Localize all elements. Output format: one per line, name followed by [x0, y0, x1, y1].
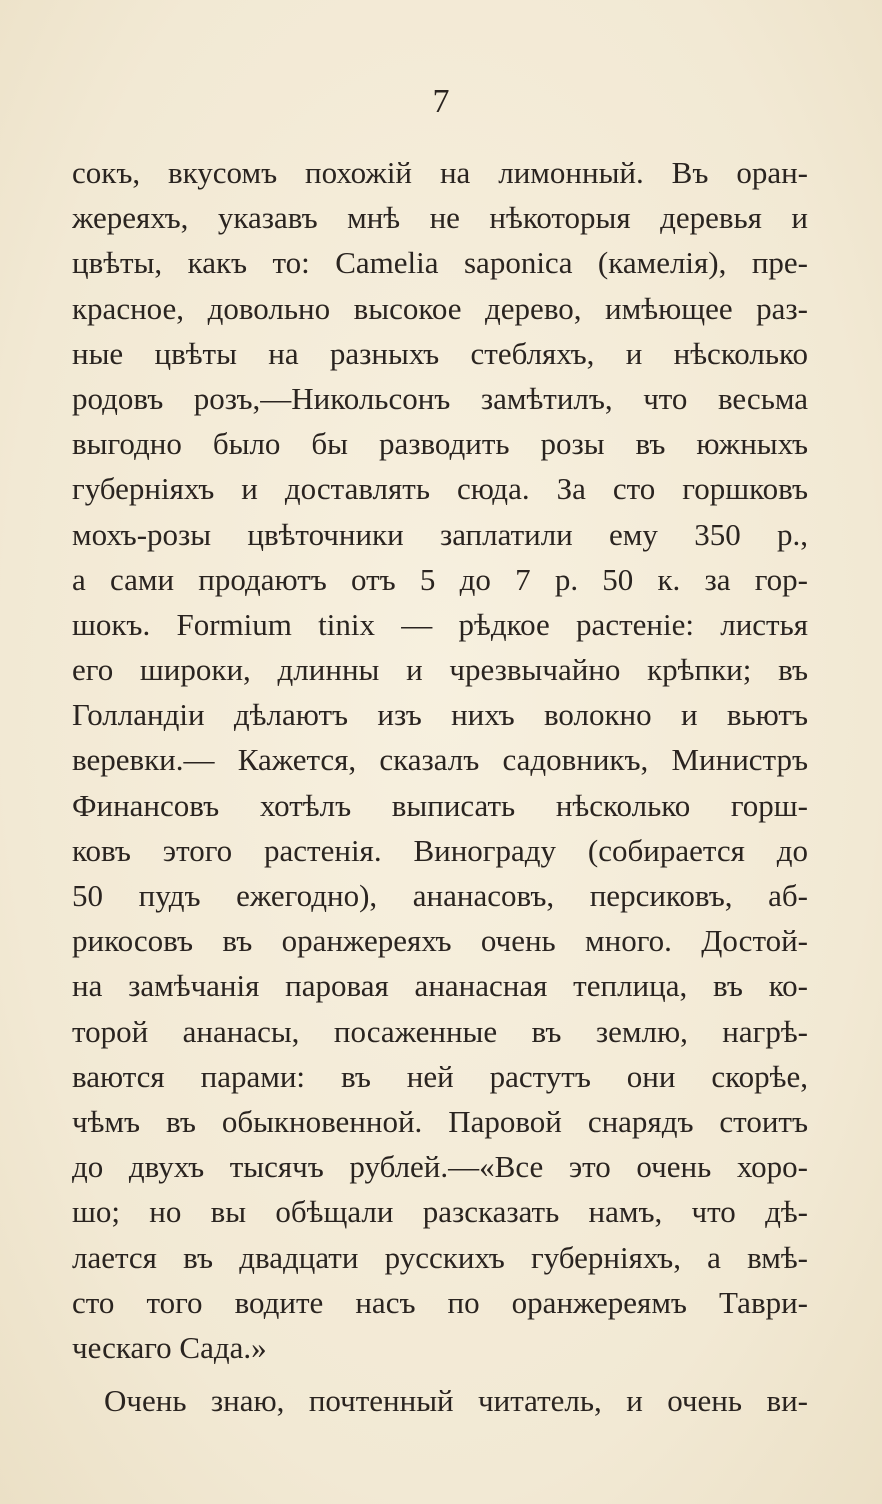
text-line: ные цвѣты на разныхъ стебляхъ, и нѣсколько: [72, 335, 808, 371]
text-line: цвѣты, какъ то: Camelia saponica (камелія), пре-: [72, 245, 808, 281]
body-text: [72, 150, 808, 1423]
text-line: шо; но вы обѣщали разсказать намъ, что дѣ-: [72, 1194, 808, 1230]
text-line: его широки, длинны и чрезвычайно крѣпки; въ: [72, 652, 808, 688]
paragraph-1: [72, 150, 808, 1370]
paragraph-2: [72, 1378, 808, 1423]
text-line: ческаго Сада.»: [72, 1329, 267, 1365]
paragraph-gap: [72, 1370, 808, 1378]
text-line: Очень знаю, почтенный читатель, и очень ви-: [104, 1383, 808, 1419]
text-line: чѣмъ въ обыкновенной. Паровой снарядъ стоитъ: [72, 1103, 808, 1139]
text-line: ваются парами: въ ней растутъ они скорѣе,: [72, 1058, 808, 1094]
text-line: Финансовъ хотѣлъ выписать нѣсколько горш-: [72, 787, 808, 823]
text-line: родовъ розъ,—Никольсонъ замѣтилъ, что весьма: [72, 380, 808, 416]
text-line: сто того водите насъ по оранжереямъ Таври-: [72, 1284, 808, 1320]
text-line: губерніяхъ и доставлять сюда. За сто горшковъ: [72, 471, 808, 507]
text-line: веревки.— Кажется, сказалъ садовникъ, Министръ: [72, 742, 808, 778]
text-line: сокъ, вкусомъ похожій на лимонный. Въ оран-: [72, 155, 808, 190]
text-line: Голландіи дѣлаютъ изъ нихъ волокно и вьютъ: [72, 697, 808, 733]
text-line: шокъ. Formium tinix — рѣдкое растеніе: листья: [72, 606, 808, 642]
page-number: 7: [432, 83, 450, 120]
text-line: красное, довольно высокое дерево, имѣющее раз-: [72, 290, 808, 326]
text-line: жереяхъ, указавъ мнѣ не нѣкоторыя деревья и: [72, 200, 808, 236]
text-line: на замѣчанія паровая ананасная теплица, въ ко-: [72, 968, 808, 1004]
text-line: а сами продаютъ отъ 5 до 7 р. 50 к. за гор-: [72, 561, 808, 597]
text-line: лается въ двадцати русскихъ губерніяхъ, а вмѣ-: [72, 1239, 808, 1275]
text-line: 50 пудъ ежегодно), ананасовъ, персиковъ, аб-: [72, 878, 808, 913]
text-line: выгодно было бы разводить розы въ южныхъ: [72, 426, 808, 462]
text-line: ковъ этого растенія. Винограду (собирается до: [72, 832, 808, 868]
text-line: торой ананасы, посаженные въ землю, нагрѣ-: [72, 1013, 808, 1049]
text-line: мохъ-розы цвѣточники заплатили ему 350 р.,: [72, 516, 808, 552]
text-line: рикосовъ въ оранжереяхъ очень много. Достой-: [72, 923, 808, 959]
text-line: до двухъ тысячъ рублей.—«Все это очень хоро-: [72, 1149, 808, 1185]
